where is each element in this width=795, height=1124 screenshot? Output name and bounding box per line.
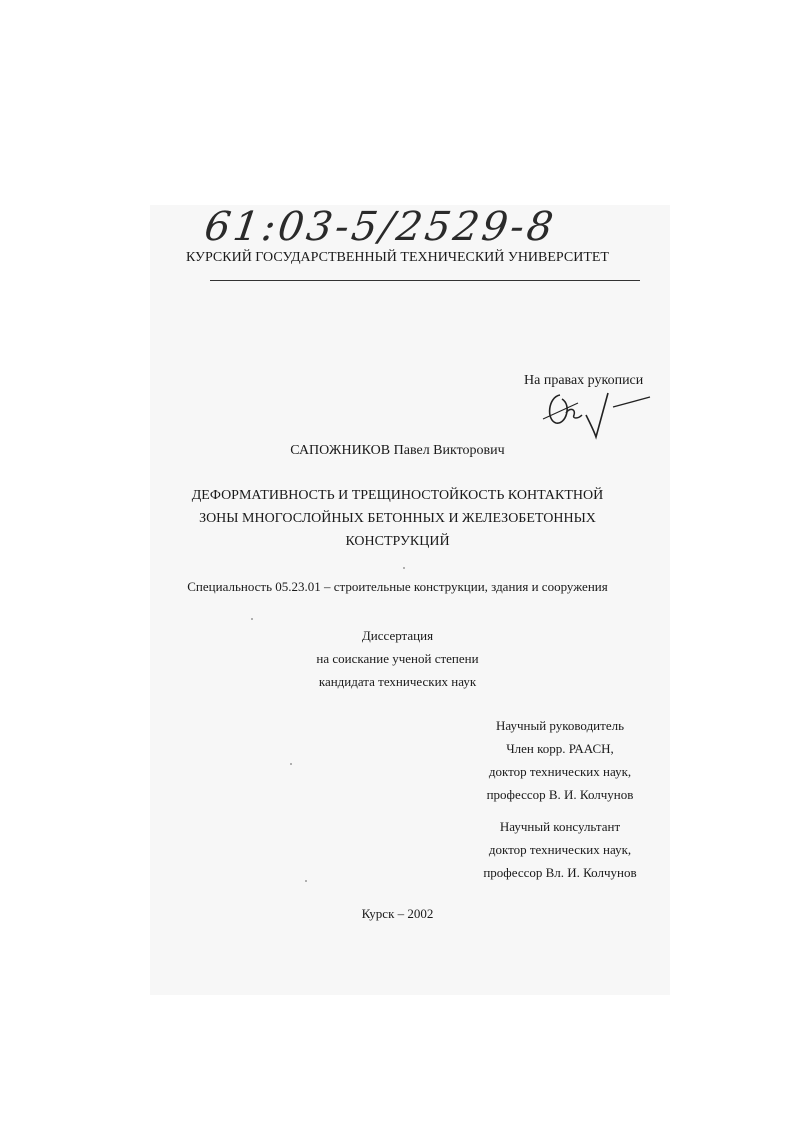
supervisor-line: доктор технических наук, (488, 764, 632, 779)
dissertation-line: Диссертация (361, 628, 434, 643)
consultant-block (470, 815, 650, 884)
scan-speck (290, 763, 292, 765)
dissertation-line: на соискание ученой степени (316, 651, 479, 666)
dissertation-line: кандидата технических наук (318, 674, 477, 689)
title-line: КОНСТРУКЦИЙ (345, 534, 450, 549)
manuscript-rights-label: На правах рукописи (524, 373, 644, 388)
author-name: САПОЖНИКОВ Павел Викторович (290, 443, 505, 458)
supervisor-line: Научный руководитель (495, 718, 625, 733)
title-line: ЗОНЫ МНОГОСЛОЙНЫХ БЕТОННЫХ И ЖЕЛЕЗОБЕТОННЫХ (199, 511, 596, 526)
dissertation-block (0, 624, 795, 693)
dissertation-title (0, 484, 795, 553)
supervisor-line: профессор В. И. Колчунов (486, 787, 634, 802)
university-name: КУРСКИЙ ГОСУДАРСТВЕННЫЙ ТЕХНИЧЕСКИЙ УНИВЕРСИТЕТ (185, 250, 609, 265)
consultant-line: Научный консультант (499, 819, 621, 834)
scan-speck (305, 880, 307, 882)
place-year: Курск – 2002 (361, 906, 434, 921)
signature (538, 385, 653, 440)
supervisor-line: Член корр. РААСН, (506, 741, 614, 756)
archive-code-handwritten: 61:03-5/2529-8 (201, 204, 559, 250)
consultant-line: профессор Вл. И. Колчунов (483, 865, 637, 880)
scan-speck (251, 618, 253, 620)
scan-speck (403, 567, 405, 569)
title-line: ДЕФОРМАТИВНОСТЬ И ТРЕЩИНОСТОЙКОСТЬ КОНТАКТНОЙ (191, 488, 604, 503)
consultant-line: доктор технических наук, (488, 842, 632, 857)
supervisor-block (470, 714, 650, 806)
header-rule (210, 280, 640, 281)
specialty-line: Специальность 05.23.01 – строительные конструкции, здания и сооружения (187, 579, 608, 594)
